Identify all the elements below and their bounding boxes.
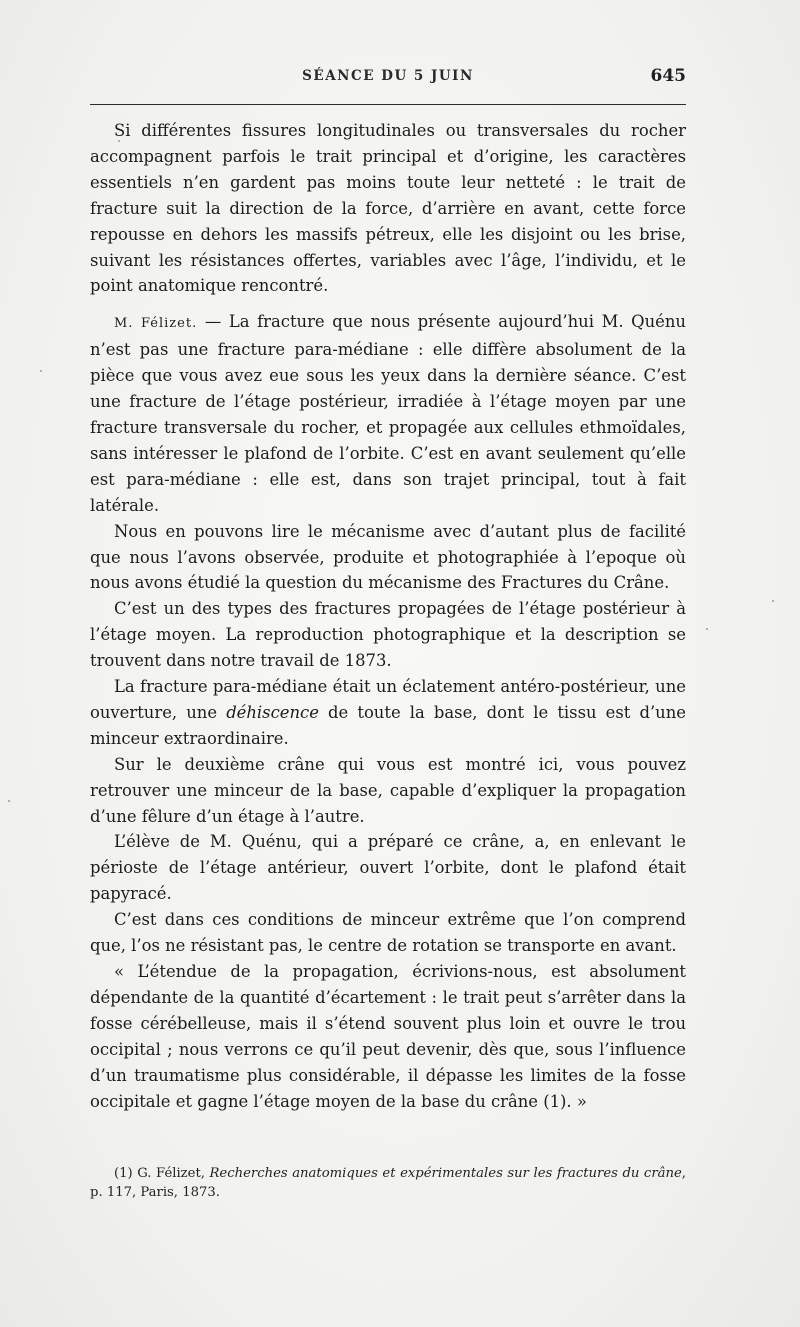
- paragraph-5-italic: déhiscence: [226, 702, 319, 722]
- scan-speck: [772, 600, 774, 602]
- footnote-details: , p. 117, Paris, 1873.: [90, 1166, 686, 1200]
- paragraph-6: Sur le deuxième crâne qui vous est montré ici, vous pouvez retrouver une minceur de la base, capable d’expliquer la propagation d’une fêlure d’un étage à l’autre.: [90, 754, 686, 826]
- page-number: 645: [650, 66, 686, 86]
- paragraph-5-end: de toute la base, dont le tissu est d’une minceur extraordinaire.: [90, 702, 686, 748]
- paragraph-3: Nous en pouvons lire le mécanisme avec d’autant plus de facilité que nous l’avons observée, produite et photographiée à l’epoque où nous avons étudié la question du mécanisme des Fractures du Crâne.: [90, 521, 686, 593]
- footnote-author: (1) G. Félizet,: [114, 1166, 210, 1181]
- footnote-title: Recherches anatomiques et expérimentales sur les fractures du crâne: [209, 1166, 682, 1181]
- body-text: [90, 118, 686, 1114]
- paragraph-9: « L’étendue de la propagation, écrivions-nous, est absolument dépendante de la quantité d’écartement : le trait peut s’arrêter dans la fosse cérébelleuse, mais il s’étend souvent plus loin et ouvre le trou occipital ; nous verrons ce qu’il peut devenir, dès que, sous l’influence d’un traumatisme plus considérable, il dépasse les limites de la fosse occipitale et gagne l’étage moyen de la base du crâne (1). »: [90, 962, 686, 1111]
- footnote: [90, 1164, 686, 1202]
- page-header: [90, 66, 686, 90]
- scan-speck: [706, 628, 708, 630]
- paragraph-5-start: La fracture para-médiane était un éclatement antéro-postérieur, une ouverture, une: [90, 677, 686, 722]
- paragraph-4: C’est un des types des fractures propagées de l’étage postérieur à l’étage moyen. La reproduction photographique et la description se trouvent dans notre travail de 1873.: [90, 599, 686, 671]
- scan-speck: [118, 140, 120, 142]
- scan-speck: [8, 800, 10, 802]
- paragraph-1: Si différentes fissures longitudinales ou transversales du rocher accompagnent parfois le trait principal et d’origine, les caractères essentiels n’en gardent pas moins toute leur netteté : le trait de fracture suit la direction de la force, d’arrière en avant, cette force repousse en dehors les massifs pétreux, elle les disjoint ou les brise, suivant les résistances offertes, variables avec l’âge, l’individu, et le point anatomique rencontré.: [90, 121, 686, 296]
- header-rule: [90, 104, 686, 105]
- scan-speck: [40, 370, 42, 372]
- paragraph-8: C’est dans ces conditions de minceur extrême que l’on comprend que, l’os ne résistant pas, le centre de rotation se transporte en avant.: [90, 910, 686, 956]
- paragraph-5: [90, 674, 686, 752]
- speaker-name: M. Félizet.: [114, 316, 198, 332]
- paragraph-7: L’élève de M. Quénu, qui a préparé ce crâne, a, en enlevant le périoste de l’étage antérieur, ouvert l’orbite, dont le plafond était papyracé.: [90, 832, 686, 904]
- running-title: SÉANCE DU 5 JUIN: [302, 68, 474, 84]
- paragraph-2-text: — La fracture que nous présente aujourd’hui M. Quénu n’est pas une fracture para-médiane : elle diffère absolument de la pièce que vous avez eue sous les yeux dans la dernière séance. C’est une fracture de l’étage postérieur, irradiée à l’étage moyen par une fracture transversale du rocher, et propagée aux cellules ethmoïdales, sans intéresser le plafond de l’orbite. C’est en avant seulement qu’elle est para-médiane : elle est, dans son trajet principal, tout à fait latérale.: [90, 312, 686, 515]
- paragraph-2: [90, 309, 686, 518]
